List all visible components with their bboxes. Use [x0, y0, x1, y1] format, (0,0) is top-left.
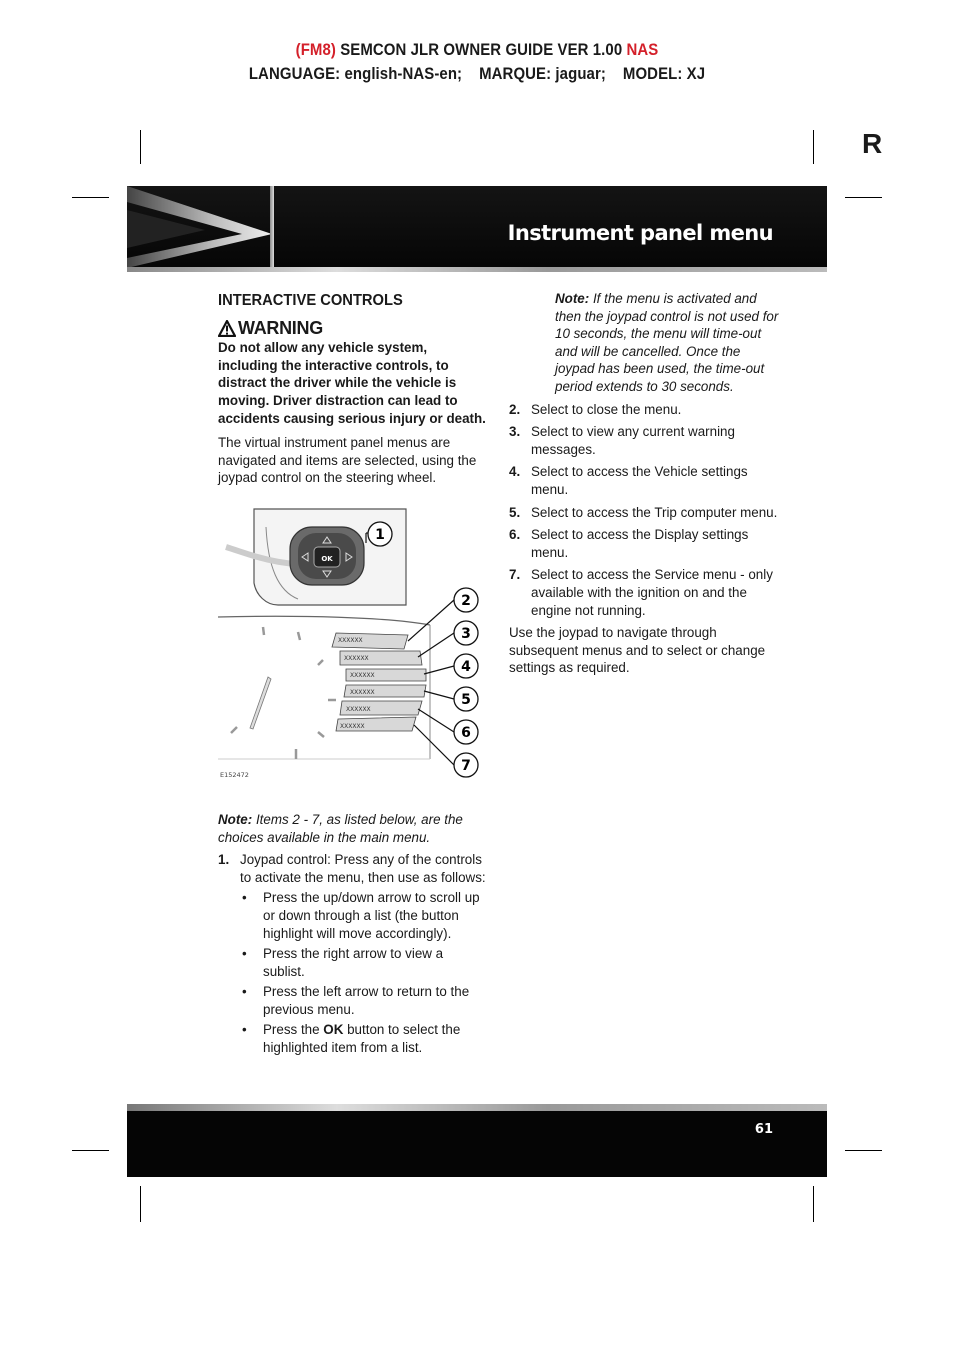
step-text: Select to access the Vehicle settings menu. [531, 464, 748, 497]
menu-item-label: XXXXXX [340, 722, 365, 730]
step-list-1 [218, 851, 486, 1057]
menu-item-label: XXXXXX [346, 705, 371, 713]
crop-mark [72, 1150, 109, 1151]
step-number: 6. [509, 527, 521, 543]
chevron-graphic [127, 186, 287, 272]
note-timeout [509, 290, 783, 396]
ok-term: OK [323, 1022, 344, 1038]
crop-mark [813, 130, 814, 164]
crop-mark [813, 1186, 814, 1222]
list-item: • Press the left arrow to return to the previous menu. [240, 983, 486, 1018]
crop-mark [845, 197, 882, 198]
note-main-menu [218, 811, 486, 846]
section-heading: INTERACTIVE CONTROLS [218, 292, 403, 309]
menu-item-label: XXXXXX [338, 636, 363, 644]
list-item [240, 1021, 486, 1056]
menu-list [332, 633, 426, 731]
note-label: Note: [218, 811, 253, 827]
step-text: Select to view any current warning messages. [531, 424, 735, 457]
header-fm8: (FM8) [295, 40, 336, 59]
warning-label: WARNING [238, 317, 323, 338]
list-item [218, 851, 486, 1057]
header-nas: NAS [626, 40, 659, 59]
crop-mark [140, 130, 141, 164]
joypad-figure [218, 507, 488, 797]
closing-paragraph: Use the joypad to navigate through subsequent menus and to select or change settings as required. [509, 625, 766, 676]
ok-label: OK [321, 554, 333, 563]
doc-header-line2: LANGUAGE: english-NAS-en; MARQUE: jaguar; MODEL: XJ [248, 64, 706, 83]
bullet-text: button to select the highlighted item from a list. [263, 1022, 464, 1056]
list-item: • Press the up/down arrow to scroll up or down through a list (the button highlight will move accordingly). [240, 889, 486, 942]
list-item [509, 463, 779, 498]
right-column [509, 290, 783, 677]
figure-id: E152472 [220, 770, 249, 779]
step-number: 1. [218, 852, 230, 868]
step-list-2 [509, 401, 779, 620]
step-text: Select to close the menu. [531, 401, 682, 417]
crop-mark [845, 1150, 882, 1151]
callout-1: 1 [375, 526, 385, 543]
footer-strip [127, 1104, 827, 1111]
menu-item-label: XXXXXX [350, 671, 375, 679]
chapter-title: Instrument panel menu [507, 221, 773, 245]
callout-3: 3 [461, 625, 471, 642]
crop-mark [140, 1186, 141, 1222]
bullet-text: Press the [263, 1022, 324, 1038]
step-number: 4. [509, 464, 521, 480]
crop-mark [72, 197, 109, 198]
step-number: 5. [509, 504, 521, 520]
doc-header-line1 [57, 40, 897, 60]
note-label: Note: [555, 291, 590, 306]
chapter-banner [127, 186, 827, 272]
step-number: 2. [509, 401, 521, 417]
callout-4: 4 [461, 658, 471, 675]
callout-6: 6 [461, 724, 471, 741]
intro-paragraph: The virtual instrument panel menus are navigated and items are selected, using the joypad control on the steering wheel. [218, 435, 477, 486]
menu-item-label: XXXXXX [350, 688, 375, 696]
step-number: 3. [509, 424, 521, 440]
banner-strip [127, 267, 827, 272]
left-column [218, 290, 486, 1057]
list-item [509, 566, 779, 619]
step-text: Select to access the Display settings menu. [531, 527, 749, 560]
callout-5: 5 [461, 691, 471, 708]
warning-text: Do not allow any vehicle system, including the interactive controls, to distract the driver while the vehicle is moving. Driver distraction can lead to accidents causing serious injury or death. [218, 340, 486, 426]
list-item [509, 401, 779, 419]
warning-triangle-icon [218, 320, 236, 337]
step-text: Select to access the Service menu - only available with the ignition on and the engine not running. [531, 567, 773, 618]
header-title: SEMCON JLR OWNER GUIDE VER 1.00 [335, 40, 627, 59]
bullet-list [240, 889, 486, 1056]
step-text: Select to access the Trip computer menu. [531, 504, 778, 520]
note-text: Items 2 - 7, as listed below, are the choices available in the main menu. [218, 811, 467, 845]
callout-7: 7 [461, 757, 471, 774]
page-footer [127, 1104, 827, 1177]
menu-item-label: XXXXXX [344, 654, 369, 662]
warning-heading [218, 317, 486, 338]
callout-2: 2 [461, 592, 471, 609]
list-item [509, 504, 779, 522]
list-item [509, 526, 779, 561]
step-text: Joypad control: Press any of the controls to activate the menu, then use as follows: [240, 852, 486, 885]
list-item [509, 423, 779, 458]
note-text: If the menu is activated and then the joypad control is not used for 10 seconds, the menu will time-out and will be cancelled. Once the joypad has been used, the time-out period extends to 30 seconds. [555, 291, 783, 394]
page-number: 61 [754, 1122, 773, 1137]
list-item: • Press the right arrow to view a sublist. [240, 945, 486, 980]
section-tab-letter: R [862, 128, 883, 159]
step-number: 7. [509, 567, 521, 583]
